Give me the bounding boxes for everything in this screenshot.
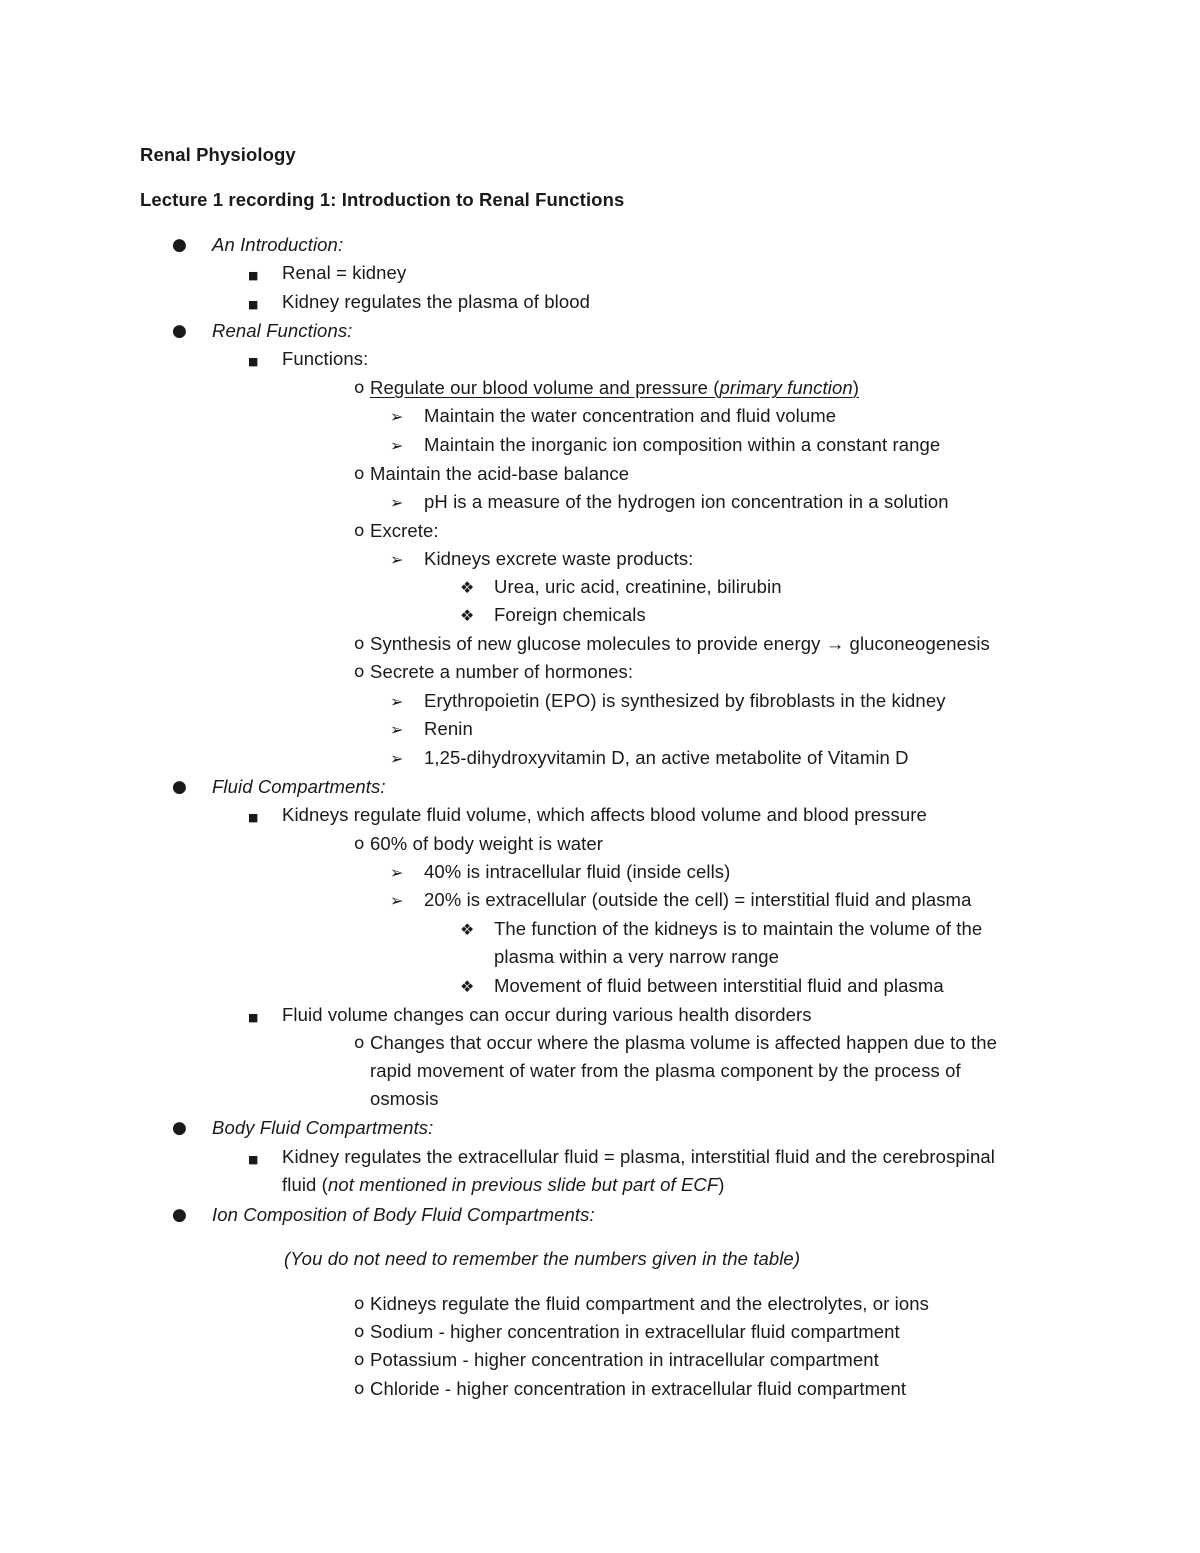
list-item-text: Maintain the acid-base balance: [370, 463, 630, 484]
square-bullet-marker: ■: [248, 298, 259, 311]
list-item-text: Kidneys regulate the fluid compartment and the electrolytes, or ions: [370, 1293, 930, 1314]
arrow-marker: ➢: [390, 863, 404, 882]
list-item-text: Kidneys excrete waste products:: [424, 548, 694, 569]
list-item-text: Fluid Compartments:: [212, 776, 386, 797]
list-item-text: Maintain the water concentration and fluid volume: [424, 405, 837, 426]
circle-marker: o: [354, 1294, 365, 1314]
list-item-text: Changes that occur where the plasma volume is affected happen due to the: [370, 1032, 998, 1053]
square-bullet-marker: ■: [248, 1011, 259, 1024]
diamond-marker: ❖: [460, 606, 475, 625]
circle-marker: o: [354, 464, 365, 484]
square-bullet-marker: ■: [248, 355, 259, 368]
list-item-text: Chloride - higher concentration in extracellular fluid compartment: [370, 1378, 907, 1399]
list-item: [460, 974, 944, 998]
arrow-marker: ➢: [390, 891, 404, 910]
list-item: [354, 832, 603, 856]
list-item: [390, 547, 693, 571]
list-item: [390, 746, 909, 770]
list-item: [248, 1003, 812, 1027]
circle-marker: o: [354, 378, 365, 398]
list-item: [390, 433, 940, 457]
list-item-text: Kidney regulates the extracellular fluid = plasma, interstitial fluid and the cerebrospinal: [282, 1146, 996, 1167]
list-item-text: Fluid volume changes can occur during various health disorders: [282, 1004, 812, 1025]
list-item: [172, 1203, 595, 1227]
circle-marker: o: [354, 1033, 365, 1053]
list-item-text: 60% of body weight is water: [370, 833, 604, 854]
circle-marker: o: [354, 1350, 365, 1370]
list-item: [354, 1292, 929, 1316]
list-item: [248, 1145, 995, 1169]
list-item: [354, 462, 629, 486]
circle-marker: o: [354, 1322, 365, 1342]
list-item: [172, 319, 352, 343]
list-item: [460, 917, 982, 941]
note-text: (You do not need to remember the numbers given in the table): [284, 1248, 801, 1269]
diamond-marker: ❖: [460, 920, 475, 939]
list-item: [390, 717, 473, 741]
list-item-text: Functions:: [282, 348, 369, 369]
list-item: [354, 632, 990, 656]
circle-marker: o: [354, 662, 365, 682]
list-item: [248, 290, 590, 314]
list-item-text: Synthesis of new glucose molecules to provide energy → gluconeogenesis: [370, 633, 990, 654]
list-item: [354, 519, 439, 543]
square-bullet-marker: ■: [248, 1153, 259, 1166]
list-item-text: Potassium - higher concentration in intracellular compartment: [370, 1349, 879, 1370]
list-item-text: Renin: [424, 718, 473, 739]
list-item-text: An Introduction:: [212, 234, 344, 255]
list-item-text: The function of the kidneys is to maintain the volume of the: [494, 918, 983, 939]
list-item-text: Foreign chemicals: [494, 604, 646, 625]
list-item: [172, 233, 343, 257]
list-item: [354, 1348, 879, 1372]
list-item: [354, 1031, 997, 1055]
list-item-text: Secrete a number of hormones:: [370, 661, 634, 682]
list-item: [172, 1116, 433, 1140]
list-item: [248, 261, 406, 285]
list-item-text: Erythropoietin (EPO) is synthesized by fibroblasts in the kidney: [424, 690, 946, 711]
list-item: [390, 860, 730, 884]
bullet-marker: ●: [172, 1205, 187, 1225]
list-item-text: Maintain the inorganic ion composition within a constant range: [424, 434, 941, 455]
list-item-text: Renal Functions:: [212, 320, 353, 341]
list-item-text: Kidneys regulate fluid volume, which affects blood volume and blood pressure: [282, 804, 927, 825]
list-item: [172, 775, 386, 799]
bullet-marker: ●: [172, 777, 187, 797]
list-item: [390, 490, 949, 514]
list-item-text: Urea, uric acid, creatinine, bilirubin: [494, 576, 782, 597]
list-item: [248, 347, 368, 371]
diamond-marker: ❖: [460, 977, 475, 996]
list-item-text: 40% is intracellular fluid (inside cells): [424, 861, 731, 882]
list-item-text: Regulate our blood volume and pressure (primary function): [370, 377, 860, 398]
list-item-text: Body Fluid Compartments:: [212, 1117, 434, 1138]
arrow-marker: ➢: [390, 720, 404, 739]
list-item: [390, 888, 971, 912]
list-item-text: Excrete:: [370, 520, 439, 541]
diamond-marker: ❖: [460, 578, 475, 597]
list-item-text: Ion Composition of Body Fluid Compartments:: [212, 1204, 595, 1225]
circle-marker: o: [354, 1379, 365, 1399]
list-item: [354, 1320, 900, 1344]
document-title: Renal Physiology: [140, 144, 296, 165]
circle-marker: o: [354, 834, 365, 854]
bullet-marker: ●: [172, 321, 187, 341]
list-item-continuation: osmosis: [370, 1088, 439, 1109]
list-item-continuation: rapid movement of water from the plasma component by the process of: [370, 1060, 961, 1081]
list-item: [390, 404, 836, 428]
list-item: [460, 575, 782, 599]
circle-marker: o: [354, 634, 365, 654]
list-item: [248, 803, 927, 827]
lecture-heading: Lecture 1 recording 1: Introduction to Renal Functions: [140, 189, 625, 210]
list-item-text: pH is a measure of the hydrogen ion concentration in a solution: [424, 491, 949, 512]
bullet-marker: ●: [172, 1118, 187, 1138]
list-item-text: 20% is extracellular (outside the cell) = interstitial fluid and plasma: [424, 889, 972, 910]
list-item-text: Kidney regulates the plasma of blood: [282, 291, 591, 312]
arrow-marker: ➢: [390, 436, 404, 455]
arrow-marker: ➢: [390, 493, 404, 512]
list-item: [460, 603, 646, 627]
arrow-marker: ➢: [390, 749, 404, 768]
square-bullet-marker: ■: [248, 269, 259, 282]
list-item-text: Sodium - higher concentration in extracellular fluid compartment: [370, 1321, 900, 1342]
list-item-continuation: fluid (not mentioned in previous slide but part of ECF): [282, 1174, 725, 1195]
list-item: [354, 660, 633, 684]
list-item-text: Renal = kidney: [282, 262, 407, 283]
square-bullet-marker: ■: [248, 811, 259, 824]
circle-marker: o: [354, 521, 365, 541]
list-item: [390, 689, 946, 713]
list-item-continuation: plasma within a very narrow range: [494, 946, 780, 967]
list-item: [354, 376, 859, 400]
arrow-marker: ➢: [390, 692, 404, 711]
list-item-text: Movement of fluid between interstitial fluid and plasma: [494, 975, 944, 996]
list-item: [354, 1377, 906, 1401]
list-item-text: 1,25-dihydroxyvitamin D, an active metabolite of Vitamin D: [424, 747, 909, 768]
arrow-marker: ➢: [390, 407, 404, 426]
bullet-marker: ●: [172, 235, 187, 255]
arrow-marker: ➢: [390, 550, 404, 569]
